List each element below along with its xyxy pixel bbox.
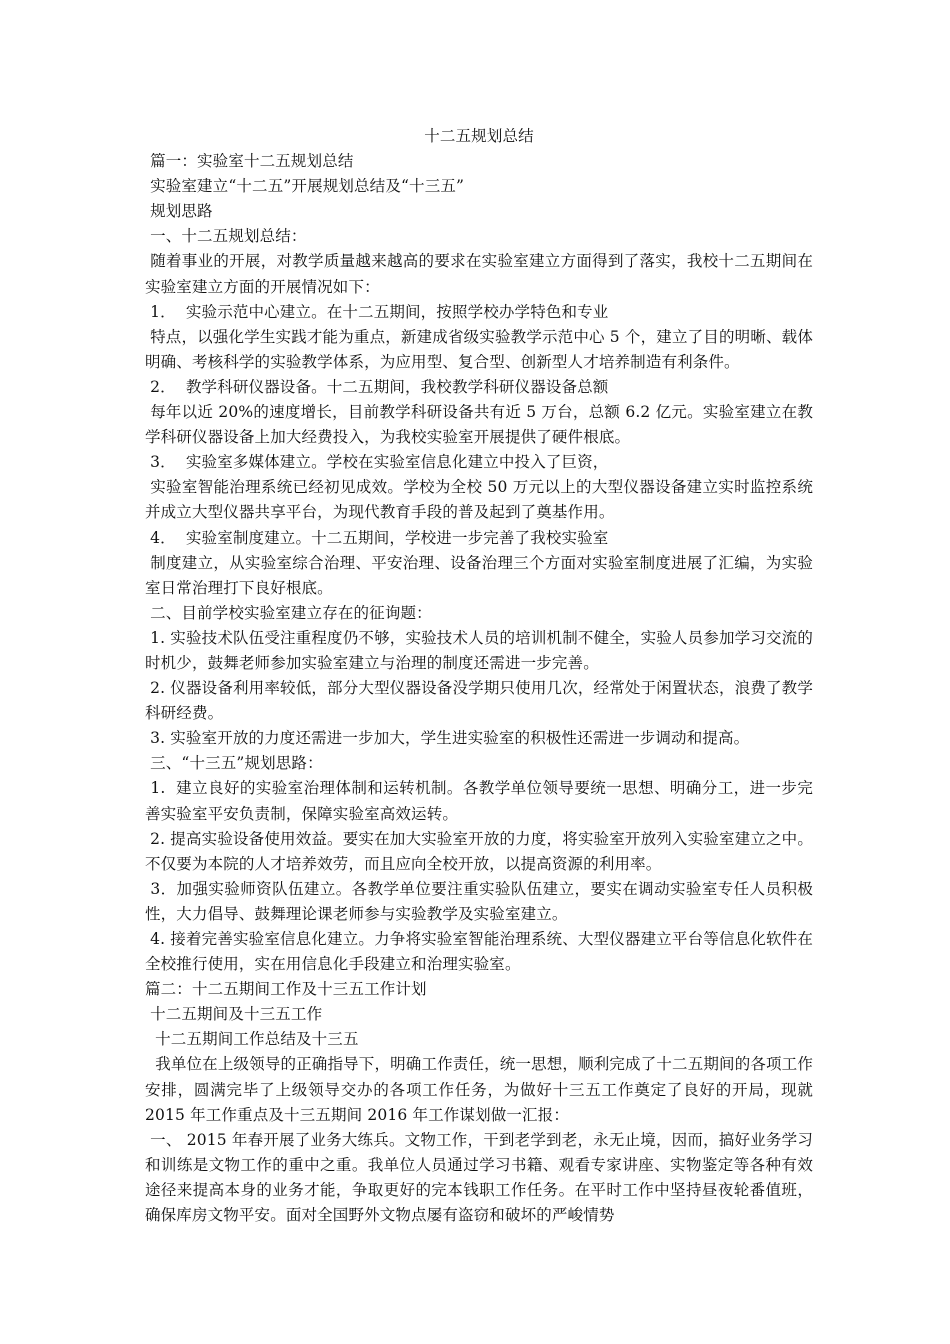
paragraph: 一、十二五规划总结： (145, 227, 307, 246)
paragraph: 2. 仪器设备利用率较低，部分大型仪器设备没学期只使用几次，经常处于闲置状态，浪费了教学科研经费。 (145, 679, 813, 723)
paragraph: 一、 2015 年春开展了业务大练兵。文物工作，干到老学到老，永无止境，因而，搞好业务学习和训练是文物工作的重中之重。我单位人员通过学习书籍、观看专家讲座、实物鉴定等各种有效途径来提高本身的业务才能，争取更好的完本钱职工作任务。在平时工作中坚持昼夜轮番值班，确保库房文物平安。面对全国野外文物点屡有盗窃和破坏的严峻情势 (145, 1130, 813, 1225)
paragraph: 十二五期间工作总结及十三五 (145, 1030, 359, 1049)
document-body (145, 124, 819, 1228)
paragraph: 随着事业的开展，对教学质量越来越高的要求在实验室建立方面得到了落实，我校十二五期间在实验室建立方面的开展情况如下： (145, 252, 813, 296)
paragraph: 三、“十三五”规划思路： (145, 754, 323, 773)
paragraph: 3． 实验室多媒体建立。学校在实验室信息化建立中投入了巨资， (145, 453, 609, 472)
paragraph: 1. 建立良好的实验室治理体制和运转机制。各教学单位领导要统一思想、明确分工，进一步完善实验室平安负责制，保障实验室高效运转。 (145, 779, 813, 823)
paragraph: 4. 接着完善实验室信息化建立。力争将实验室智能治理系统、大型仪器建立平台等信息化软件在全校推行使用，实在用信息化手段建立和治理实验室。 (145, 930, 813, 974)
paragraph: 实验室智能治理系统已经初见成效。学校为全校 50 万元以上的大型仪器设备建立实时监控系统并成立大型仪器共享平台，为现代教育手段的普及起到了奠基作用。 (145, 478, 814, 522)
paragraph: 特点，以强化学生实践才能为重点，新建成省级实验教学示范中心 5 个，建立了目的明晰、载体明确、考核科学的实验教学体系，为应用型、复合型、创新型人才培养制造有利条件。 (145, 327, 813, 371)
paragraph: 1. 实验技术队伍受注重程度仍不够，实验技术人员的培训机制不健全，实验人员参加学习交流的时机少，鼓舞老师参加实验室建立与治理的制度还需进一步完善。 (145, 628, 813, 672)
paragraph: 3. 实验室开放的力度还需进一步加大，学生进实验室的积极性还需进一步调动和提高。 (145, 729, 750, 748)
paragraph: 实验室建立“十二五”开展规划总结及“十三五” (145, 177, 465, 196)
paragraph: 每年以近 20%的速度增长，目前教学科研设备共有近 5 万台，总额 6.2 亿元。实验室建立在教学科研仪器设备上加大经费投入，为我校实验室开展提供了硬件根底。 (145, 403, 813, 447)
paragraph: 二、目前学校实验室建立存在的征询题： (145, 603, 432, 622)
paragraph: 3．加强实验师资队伍建立。各教学单位要注重实验队伍建立，要实在调动实验室专任人员积极性，大力倡导、鼓舞理论课老师参与实验教学及实验室建立。 (145, 879, 814, 923)
paragraph: 我单位在上级领导的正确指导下，明确工作责任，统一思想，顺利完成了十二五期间的各项工作安排，圆满完毕了上级领导交办的各项工作任务，为做好十三五工作奠定了良好的开局，现就 2015 年工作重点及十三五期间 2016 年工作谋划做一汇报： (145, 1055, 819, 1124)
document-title: 十二五规划总结 (424, 127, 534, 145)
paragraph: 4． 实验室制度建立。十二五期间，学校进一步完善了我校实验室 (145, 528, 609, 547)
paragraph: 规划思路 (145, 202, 213, 221)
paragraph: 2. 提高实验设备使用效益。要实在加大实验室开放的力度，将实验室开放列入实验室建立之中。不仅要为本院的人才培养效劳，而且应向全校开放，以提高资源的利用率。 (145, 829, 813, 873)
paragraph: 篇二：十二五期间工作及十三五工作计划 (145, 980, 427, 999)
paragraph: 十二五期间及十三五工作 (145, 1005, 323, 1024)
paragraph: 1． 实验示范中心建立。在十二五期间，按照学校办学特色和专业 (145, 302, 609, 321)
paragraph: 2． 教学科研仪器设备。十二五期间，我校教学科研仪器设备总额 (145, 377, 609, 396)
paragraph: 篇一：实验室十二五规划总结 (145, 152, 354, 171)
paragraph: 制度建立，从实验室综合治理、平安治理、设备治理三个方面对实验室制度进展了汇编，为实验室日常治理打下良好根底。 (145, 553, 813, 597)
